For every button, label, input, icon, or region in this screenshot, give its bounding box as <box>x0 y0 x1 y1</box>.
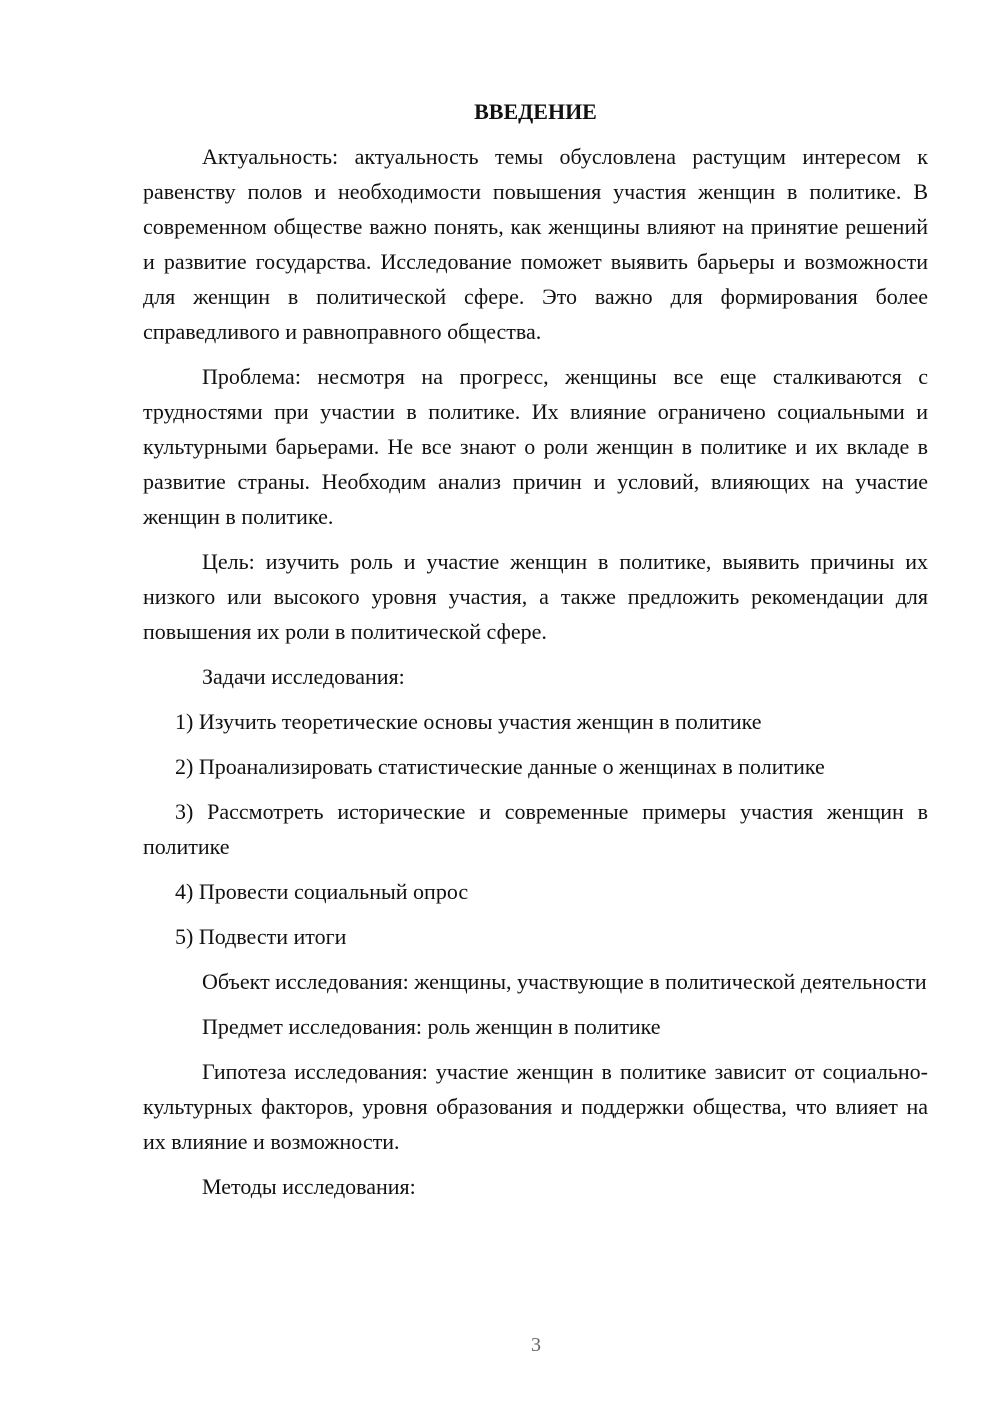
task-item-5: 5) Подвести итоги <box>175 924 347 949</box>
page-content <box>143 94 928 1204</box>
task-item-1: 1) Изучить теоретические основы участия женщин в политике <box>175 709 762 734</box>
methods-heading: Методы исследования: <box>202 1174 416 1199</box>
goal-paragraph: Цель: изучить роль и участие женщин в политике, выявить причины их низкого или высокого уровня участия, а также предложить рекомендации для повышения их роли в политической сфере. <box>143 549 928 644</box>
problem-paragraph: Проблема: несмотря на прогресс, женщины все еще сталкиваются с трудностями при участии в политике. Их влияние ограничено социальными и культурными барьерами. Не все знают о роли женщин в политике и их вкладе в развитие страны. Необходим анализ причин и условий, влияющих на участие женщин в политике. <box>143 364 928 529</box>
tasks-heading: Задачи исследования: <box>202 664 405 689</box>
subject-paragraph: Предмет исследования: роль женщин в политике <box>202 1014 661 1039</box>
hypothesis-paragraph: Гипотеза исследования: участие женщин в политике зависит от социально-культурных факторов, уровня образования и поддержки общества, что влияет на их влияние и возможности. <box>143 1059 928 1154</box>
object-paragraph: Объект исследования: женщины, участвующие в политической деятельности <box>202 969 927 994</box>
task-item-2: 2) Проанализировать статистические данные о женщинах в политике <box>175 754 825 779</box>
task-item-4: 4) Провести социальный опрос <box>175 879 469 904</box>
relevance-paragraph: Актуальность: актуальность темы обусловлена растущим интересом к равенству полов и необходимости повышения участия женщин в политике. В современном обществе важно понять, как женщины влияют на принятие решений и развитие государства. Исследование поможет выявить барьеры и возможности для женщин в политической сфере. Это важно для формирования более справедливого и равноправного общества. <box>143 144 928 344</box>
task-item-3: 3) Рассмотреть исторические и современные примеры участия женщин в политике <box>143 799 928 859</box>
page-title: ВВЕДЕНИЕ <box>474 99 597 124</box>
page-number: 3 <box>531 1334 541 1356</box>
